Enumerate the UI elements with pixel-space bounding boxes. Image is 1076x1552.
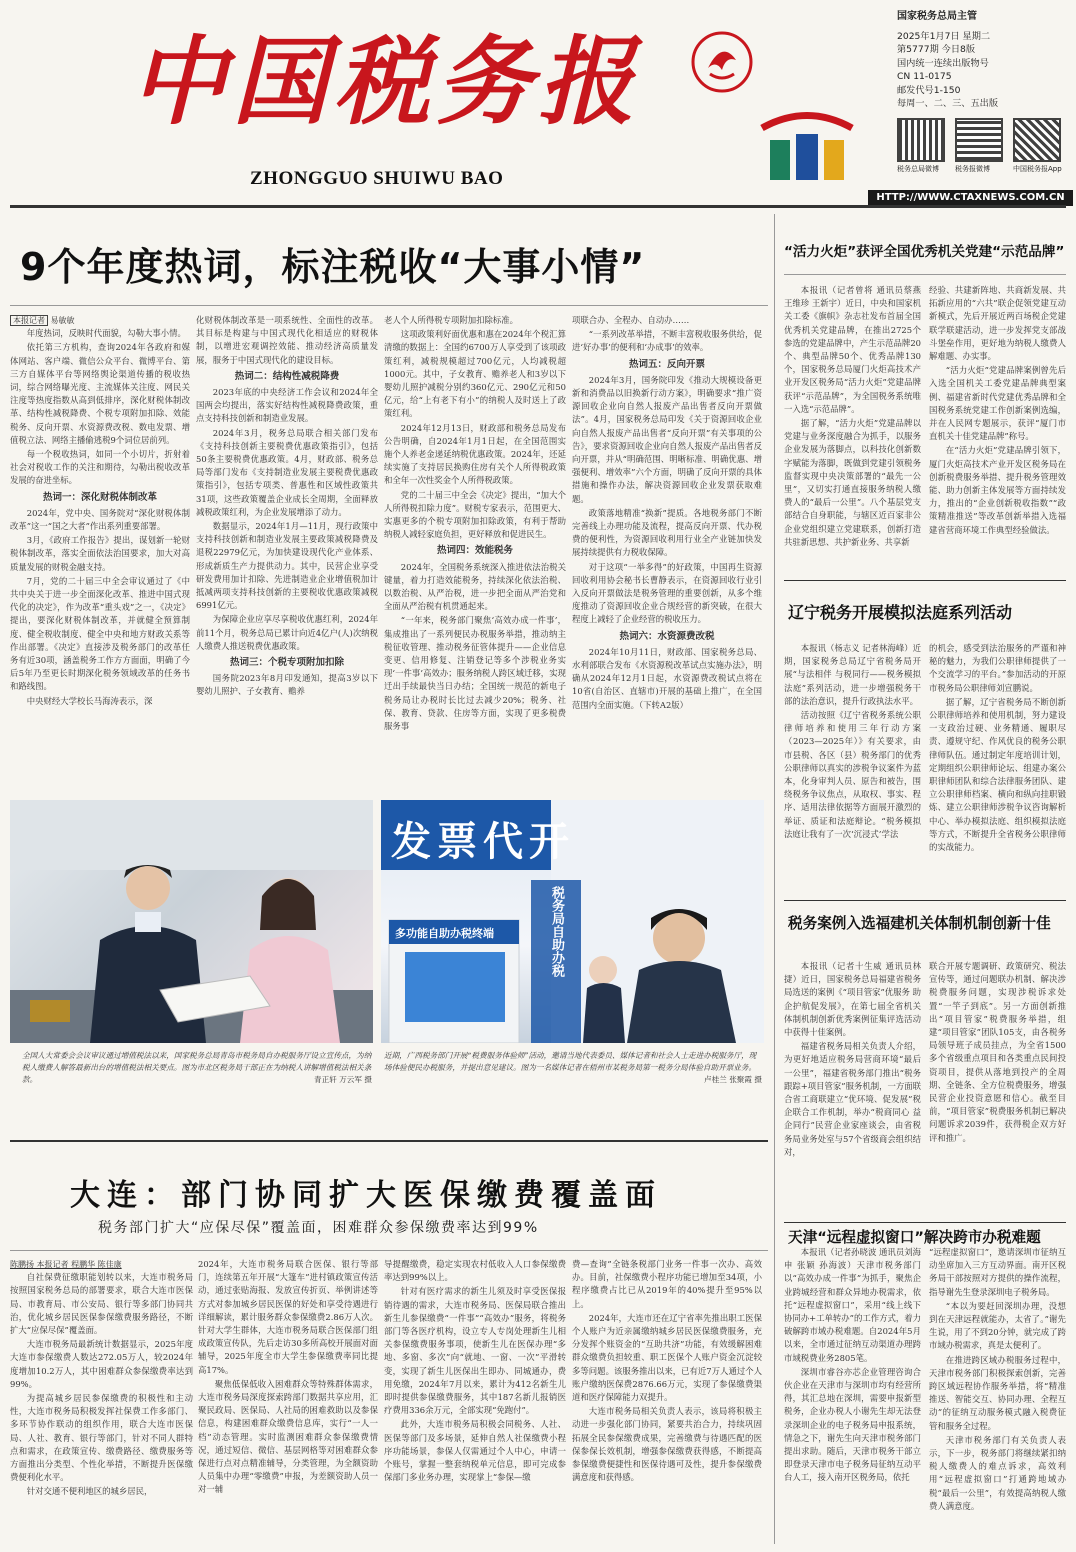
- side-article-4-title: 天津“远程虚拟窗口”解决跨市办税难题: [788, 1229, 1041, 1246]
- section-rule: [10, 1140, 768, 1142]
- issue-line: 第5777期 今日8版: [897, 44, 976, 55]
- side-rule: [784, 580, 1066, 581]
- lead-col-4: [572, 314, 762, 786]
- subheading: 热词四：效能税务: [436, 545, 513, 557]
- photo-right: [381, 800, 764, 1043]
- paragraph: “活力火炬”党建品牌案例曾先后入选全国机关工委党建品牌典型案例、福建省新时代党建优秀品牌和全国税务系统党建工作创新案例选编，并在人民网专题展示，获评“厦门市直机关十佳党建品牌”称号。: [929, 365, 1066, 442]
- frequency-line: 每周一、二、三、五出版: [897, 98, 999, 109]
- counter-text: 税务局自助办税: [549, 886, 564, 977]
- caption-text: 全国人大常委会会议审议通过增值税法以来，国家税务总局青岛市税务局自办税服务厅设立宣传点，为纳税人缴费人解答最新出台的增值税法相关要点。图为市北区税务局干部正在为纳税人讲解增值税法相关条款。: [22, 1051, 372, 1084]
- qr-codes: [897, 118, 1067, 174]
- paragraph: 据了解，“活力火炬”党建品牌以党建与业务深度融合为抓手，以服务企业发展为落脚点，以科技化创新数字赋能为落脚，既做到党建引领税务监督实现中央决策部署的“最先一公里”，又切实打通直接服务纳税人缴费人的“最后一公里”。八个基层党支部结合自身职能，与辖区近百家非公企业党组织建立党建联系，创新打造共驻新思想、共护新业务、共享新: [784, 418, 921, 547]
- paragraph: “本以为要赶回深圳办理，没想到在天津远程就能办，太省了。”谢先生说，用了不到20分钟，就完成了跨市域办税需求，真是太便利了。: [929, 1300, 1066, 1351]
- paragraph: “一年来，税务部门聚焦‘高效办成一件事’，集成推出了一系列便民办税服务举措，推动纳主税征收管理、推动税务征管体提升——企业信息变更、信用修复、注销登记等多个涉税业务实现‘一件事’高效办；服务纳税人跨区域迁移，实现迁出手续最快当日办结；全国统一规范的新电子税务局让办税时长比过去减少20%；税务、社保、教育、贷款、住房等方面，实现了更多税费服务事: [384, 615, 566, 732]
- second-byline: 陈鹏扬 本报记者 程鹏华 陈佳康: [10, 1260, 122, 1269]
- subheading: 热词二：结构性减税降费: [234, 370, 340, 382]
- paragraph: 2024年3月，国务院印发《推动大规模设备更新和消费品以旧换新行动方案》，明确要求“推广资源回收企业向自然人报废产品出售者反向开票做法”。4月，国家税务总局印发《关于资源回收企业向自然人报废产品出售者“反向开票”有关事项的公告》，要求资源回收企业向自然人报废产品出售者反向开票，并从“明确范围、明晰标准、明确优惠、增强便利、增效率”六个方面，明确了反向开票的具体措施和操作办法，解决资源回收企业发票获取难题。: [572, 374, 762, 504]
- column-divider: [774, 214, 775, 1544]
- paragraph: 2024年，党中央、国务院对“深化财税体制改革”这一“国之大者”作出系列重要部署。: [10, 507, 190, 532]
- paragraph: 在推进跨区域办税服务过程中，天津市税务部门积极探索创新，完善跨区域远程协作服务举措，将“精准推送、智能交互、协同办理、全程互动”的征纳互动服务模式融入税费征管和服务全过程。: [929, 1354, 1066, 1431]
- byline-tag: 本报记者: [10, 315, 48, 326]
- qr-code-icon[interactable]: [897, 118, 945, 162]
- kiosk-text: 多功能自助办税终端: [395, 927, 494, 940]
- subheading: 热词六：水资源费改税: [619, 630, 715, 642]
- lead-byline: [10, 314, 190, 327]
- photo-left-caption: [22, 1050, 372, 1128]
- side-4-col-1: [784, 1246, 921, 1546]
- sponsor-line: 国家税务总局主管: [897, 11, 977, 22]
- masthead-info: [897, 10, 1067, 111]
- cn-number: CN 11-0175: [897, 71, 952, 82]
- paragraph: 据了解，辽宁省税务局不断创新公职律师培养和使用机制，努力建设一支政治过硬、业务精通、履职尽责、遵规守纪、作风优良的税务公职律师队伍。通过制定年度培训计划，定期组织公职律师论坛、组建办案公职律师团队和综合法律服务团队、建立公职律师档案、横向和纵向挂职锻炼、建立公职律师涉税争议咨询解析中心、举办模拟法庭、组织模拟法庭等方式，不断提升全省税务公职律师的实战能力。: [929, 696, 1066, 853]
- photo-left: [10, 800, 373, 1043]
- paragraph: 本报讯（记者曾将 通讯员蔡燕 王维珍 王新宇）近日，中央和国家机关工委《旗帜》杂志社发布首届全国优秀机关党建品牌，在推出2725个参选的党建品牌中，产生示范品牌20个、典型品牌50个、优秀品牌130个，国家税务总局厦门火炬高技术产业开发区税务局“活力火炬”党建品牌获评“示范品牌”，为全国税务系统唯一入选“示范品牌”。: [784, 285, 921, 414]
- qr-label: 中国税务报App: [1013, 165, 1062, 173]
- paragraph: 政策落地精准“换新”提质。各地税务部门不断完善线上办理功能及流程，提高反向开票、代办税费的便利性，为资源回收利用行业全产业链加快发展持续提供有力税收保障。: [572, 507, 762, 558]
- lead-col-3: [384, 314, 566, 786]
- second-col-3: [384, 1258, 566, 1546]
- side-article-1-title: “活力火炬”获评全国优秀机关党建“示范品牌”: [784, 244, 1065, 260]
- photo-right-caption: [384, 1050, 762, 1128]
- lead-col-1: [10, 314, 190, 786]
- side-article-2-title: 辽宁税务开展模拟法庭系列活动: [788, 603, 1013, 622]
- masthead-pinyin: ZHONGGUO SHUIWU BAO: [250, 168, 504, 189]
- paragraph: 数据显示，2024年1月—11月，现行政策中支持科技创新和制造业发展主要政策减税降费及退税22979亿元，为加快建设现代化产业体系、形成新质生产力提供动力。其中，民营企业享受研发费用加计扣除、先进制造业企业增值税加计抵减两项支持科技创新的主要税收优惠政策减税6991亿元。: [196, 521, 378, 611]
- paragraph: 中央财经大学校长马海涛表示，深: [26, 695, 153, 706]
- qr-code-icon[interactable]: [1013, 118, 1061, 162]
- paragraph: 的机会，感受到法治服务的严谨和神秘的魅力，为我们公职律师提供了一个交流学习的平台。”参加活动的开原市税务局公职律师刘宣鹏说。: [929, 643, 1066, 693]
- paragraph: 国务院2023年8月印发通知，提高3岁以下婴幼儿照护、子女教育、赡养: [196, 673, 378, 697]
- second-headline: 大连：部门协同扩大医保缴费覆盖面: [70, 1178, 662, 1213]
- paragraph: 费—查询”全链条税部门业务一件事一次办、高效办。目前，社保缴费小程序功能已增加至34项，小程序缴费占比已从2019年的40%提升至95%以上。: [572, 1259, 762, 1309]
- lead-divider: [10, 305, 768, 306]
- caption-text: 近期，广西税务部门开展“税费服务体验师”活动，邀请当地代表委员、媒体记者和社会人士走进办税服务厅，现场体验便民办税服务，并提出意见建议。图为一名媒体记者在梧州市某税务局第一税务分局体验自助开票业务。: [384, 1051, 757, 1072]
- paragraph: 在“活力火炬”党建品牌引领下，厦门火炬高技术产业开发区税务局在创新税费服务举措、提升税务管理效能、助力创新主体发展等方面持续发力，推出的“企业创新税收指数”“政策精准推送”等改革创新举措入选福建省营商环境工作典型经验做法。: [929, 445, 1066, 535]
- cn-label: 国内统一连续出版物号: [897, 57, 989, 69]
- qr-label: 税务总局微博: [897, 165, 939, 173]
- side-3-col-1: [784, 960, 921, 1218]
- side-3-col-2: [929, 960, 1066, 1218]
- side-divider: [784, 274, 1066, 275]
- paragraph: 依托第三方机构，查询2024年各政府和媒体网站、客户端、微信公众平台、微博平台、第三方自媒体平台等网络舆论渠道传播的税收热词，综合网络曝光度、主流媒体关注度、网民关注度等热度指数从高到低排序，深化财税体制改革、结构性减税降费、个税专项附加扣除、效能税务、反向开票、水资源费改税、数电发票、增值税立法、网络主播偷逃税9个词位居前列。: [10, 342, 190, 445]
- paragraph: 活动按照《辽宁省税务系统公职律师培养和使用三年行动方案（2023—2025年）》有关要求，由市县税、各区（县）税务部门的优秀公职律师以真实的涉税争议案件为蓝本，化身审判人员、原告和被告，围绕税务争议焦点，从取权、事实、程序、适用法律依据等方面展开激烈的举证、质证和法庭辩论。“税务模拟法庭让我有了一次‘沉浸式’学法: [784, 710, 921, 839]
- side-2-col-1: [784, 642, 921, 898]
- paragraph: 本报讯（记者十生威 通讯员林捷）近日，国家税务总局福建省税务局选送的案例《“项目管家”优服务 助企护航促发展》，在第七届全省机关体制机制创新优秀案例征集评选活动中获得十佳案例。: [784, 961, 921, 1038]
- masthead: [0, 0, 1076, 205]
- second-divider: [10, 1250, 768, 1251]
- paragraph: 年度热词，反映时代面貌，勾勒大事小情。: [26, 328, 186, 339]
- paragraph: 深圳市睿谷亦芯企业管理咨询合伙企业在天津市与深圳市均有经营所得，其汇总地在深圳，需要申报新型税务，企业办税人小谢先生却无法登录深圳企业的电子税务局申报系统，情急之下，谢先生向天津市税务部门提出求助。随后，天津市税务干部立即登录天津市电子税务局征纳互动平台人工，接入南开区税务局，依托: [784, 1366, 921, 1483]
- side-article-3-title: 税务案例入选福建机关体制机制创新十佳: [788, 915, 1051, 932]
- paragraph: 为保障企业应享尽享税收优惠红利，2024年前11个月，税务总局已累计向近4亿户(人)次纳税人缴费人推送税费优惠政策。: [196, 614, 378, 651]
- qr-label: 税务报微博: [955, 165, 990, 173]
- paragraph: 每一个税收热词，如同一个小切片，折射着社会对税收工作的关注和期待，勾勒出税收改革发展的奋进坐标。: [10, 449, 190, 486]
- paragraph: “远程虚拟窗口”，邀请深圳市征纳互动坐席加入三方互动界面。南开区税务局干部按照对方提供的操作流程，指导谢先生登录深圳电子税务局。: [929, 1247, 1066, 1297]
- paragraph: 针对交通不便利地区的城乡居民，: [26, 1486, 153, 1497]
- paragraph: 为提高城乡居民参保缴费的积极性和主动性，大连市税务局积极发挥社保费工作多部门、多环节协作联动的组织作用，联合大连市医保局、人社、教育、银行等部门，针对不同人群特点和需求，在政策宣传、缴费路径、缴费服务等方面推出分类型、个性化举措，不断提升医保缴费便利化水平。: [10, 1393, 193, 1483]
- paragraph: 2024年12月13日，财政部和税务总局发布公告明确，自2024年1月1日起，在全国范围实施个人养老金递延纳税优惠政策。2024年，还延续实施了支持居民换购住房有关个人所得税政策和全年一次性奖金个人所得税政策。: [384, 422, 566, 486]
- paragraph: 天津市税务部门有关负责人表示，下一步，税务部门将继续紧扣纳税人缴费人的难点诉求，高效利用“远程虚拟窗口”打通跨地域办税“最后一公里”，有效提高纳税人缴费人满意度。: [929, 1434, 1066, 1511]
- paragraph: 导提醒缴费，稳定实现农村低收入人口参保缴费率达到99%以上。: [384, 1259, 566, 1283]
- paragraph: 大连市税务局最新统计数据显示，2025年度大连市参保缴费人数达272.05万人，较2024年度增加10.2万人，其中困难群众参保缴费率达到99%。: [10, 1339, 193, 1389]
- photo-credit: 卢桂兰 张聚霞 摄: [704, 1075, 762, 1084]
- paragraph: 针对有医疗需求的新生儿须及时享受医保报销待遇的需求，大连市税务局、医保局联合推出新生儿参保缴费“一件事”“高效办”服务，将税务部门等各医疗机构，设立专人专岗处理新生儿相关参保缴费服务事项，使新生儿在医保办理“多地、多窗、多次”向“就地、一窗、一次”平滑转变，实现了新生儿医保出生即办、同城通办，费用免缴，2024年7月以来，累计为412名新生儿即时提供参保缴费服务，其中187名新儿报销医疗费用336余万元，全部实现“免跑付”。: [384, 1286, 566, 1416]
- paragraph: 大连市税务局相关负责人表示，该局将积极主动进一步强化部门协同，紧要共治合力，持续巩固拓展全民参保缴费成果，完善缴费与待遇匹配的医保参保长效机制，增强参保缴费获得感，不断提高参保缴费便捷性和医保待遇可及性，提升参保缴费满意度和获得感。: [572, 1406, 762, 1483]
- postal-code: 邮发代号1-150: [897, 84, 961, 96]
- website-bar[interactable]: [868, 190, 1073, 206]
- side-rule: [784, 1222, 1066, 1223]
- paragraph: 化财税体制改革是一项系统性、全面性的改革。其目标是构建与中国式现代化相适应的财税体制，以增进宏观调控效能、推动经济高质量发展，服务于中国式现代化的建设目标。: [196, 315, 378, 365]
- lead-headline: 9个年度热词，标注税收“大事小情”: [20, 245, 646, 289]
- subheading: 热词一：深化财税体制改革: [42, 491, 157, 503]
- side-1-col-1: [784, 284, 921, 572]
- subheading: 热词三：个税专项附加扣除: [229, 657, 344, 669]
- side-1-col-2: [929, 284, 1066, 572]
- qr-code-icon[interactable]: [955, 118, 1003, 162]
- photo-credit: 青正轩 万云军 摄: [314, 1075, 372, 1084]
- paragraph: 2024年，全国税务系统深入推进依法治税关键量，着力打造效能税务，持续深化依法治税、以数治税、从严治税，进一步把全面从严治党和全面从严治税有机贯通起来。: [384, 561, 566, 612]
- paragraph: 此外，大连市税务局积极会同税务、人社、医保等部门及多场景，延伸自然人社保缴费小程序功能场景，参保人仅需通过个人中心，申请一个账号，掌握一整套纳税单元信息，即可完成参保部门多业务办理，实现掌上“参保—缴: [384, 1419, 566, 1483]
- paragraph: 2023年底的中央经济工作会议和2024年全国两会均提出，落实好结构性减税降费政策，重点支持科技创新和制造业发展。: [196, 387, 378, 424]
- masthead-rule: [10, 205, 1066, 208]
- paragraph: 本报讯（杨志义 记者林海峰）近期，国家税务总局辽宁省税务局开展“与法相伴 与税同行——税务模拟法庭”系列活动，进一步增强税务干部的法治意识，提升行政执法水平。: [784, 643, 921, 706]
- paragraph: 这项政策利好面优惠和惠在2024年个税汇算清缴的数据上：全国约6700万人享受到了该项政策红利，减税规模超过700亿元，人均减税超1000元。其中，子女教育、赡养老人和3岁以下婴幼儿照护减税分别约360亿元、290亿元和50亿元，给“上有老下有小”的纳税人及时送上了政策红利。: [384, 329, 566, 419]
- sign-text: 发票代开: [391, 819, 575, 865]
- second-col-1: [10, 1258, 193, 1546]
- byline-name: 易敏敏: [50, 316, 75, 325]
- paragraph: 福建省税务局相关负责人介绍，为更好地适应税务局营商环境“最后一公里”，福建省税务部门推出“税务跟踪+项目管家”服务机制，一方面联合省工商联建立“优环境、促发展”税企联合工作机制，举办“税商同心 益企同行”民营企业家座谈会，由省税务局业务处室与57个省级商会组织结对，: [784, 1041, 921, 1157]
- subheading: 热词五：反向开票: [628, 358, 705, 370]
- side-2-col-2: [929, 642, 1066, 898]
- paragraph: 2024年，大连市税务局联合医保、银行等部门，连续第五年开展“大篷车”进村镇政策宣传活动，通过张贴海报、发放宣传折页、举例讲述等方式对参加城乡居民医保的好处和享受待遇进行详细解读，累计服务群众参保缴费2.86万人次。针对大学生群体，大连市税务局联合医保部门组成政策宣传队，先后走访30多所高校开展面对面辅导，2025年度全市大学生参保缴费率同比提高17%。: [198, 1259, 378, 1375]
- newspaper-logo: [690, 30, 754, 94]
- second-col-4: [572, 1258, 762, 1546]
- paragraph: 经验、共建新阵地、共商新发展、共拓新应用的“六共”联企促领党建互动新模式，先后开展近两百场税企党建联学联建活动，进一步发挥党支部战斗堡垒作用，更好地为纳税人缴费人解难题、办实事。: [929, 285, 1066, 362]
- paragraph: 2024年10月11日，财政部、国家税务总局、水利部联合发布《水资源税改革试点实施办法》，明确从2024年12月1日起，水资源费改税试点将在10省(自治区、直辖市)开展的基础上推广，在全国范围内全面实施。（下转A2版）: [572, 646, 762, 710]
- paragraph: 老人个人所得税专项附加扣除标准。: [384, 315, 518, 325]
- side-4-col-2: [929, 1246, 1066, 1546]
- paragraph: 2024年，大连市还在辽宁省率先推出职工医保个人账户为近亲属缴纳城乡居民医保缴费服务，充分发挥个账资金的“互助共济”功能，有效缓解困难群众缴费负担较重、职工医保个人账户资金沉淀较多等问题。该服务推出以来，已有近7万人通过个人账户缴纳医保费2876.66万元，实现了参保缴费渠道和医疗保障能力双提升。: [572, 1312, 762, 1403]
- paragraph: 聚焦低保低收入困难群众等特殊群体需求，大连市税务局深度探索跨部门数据共享应用，汇聚民政局、医保局、人社局的困难救助以及参保信息，构建困难群众缴费信息库，实行“一人一档”动态管理。实时监测困难群众参保缴费情况，通过短信、微信、基层网格等对困难群众参保进行点对点精准辅导，分类管理，为全额资助人员集中办理“零缴费”申报，为差额资助人员一对一辅: [198, 1378, 378, 1495]
- date-line: 2025年1月7日 星期二: [897, 30, 991, 42]
- side-rule: [784, 900, 1066, 901]
- paragraph: 党的二十届三中全会《决定》提出，“加大个人所得税扣除力度”。财税专家表示，范围更大、实惠更多的个税专项附加扣除政策，有利于帮助纳税人减轻家庭负担，更好释放和促进民生。: [384, 489, 566, 540]
- paragraph: 本报讯（记者孙晓波 通讯员刘海申 张颖 孙海波）天津市税务部门以“高效办成一件事”为抓手，聚焦企业跨城经营和群众异地办税需求，依托“远程虚拟窗口”，采用“线上线下协同办+工单转办”的工作方式，着力破解跨市域办税难题。自2024年5月以来，全市通过征纳互动渠道办理跨市域税费业务2805笔。: [784, 1247, 921, 1363]
- tax-emblem-icon: [752, 108, 862, 190]
- paragraph: 2024年3月，税务总局联合相关部门发布《支持科技创新主要税费优惠政策指引》，包括50条主要税费优惠政策。4月，财政部、税务总局等部门发布《支持制造业发展主要税费优惠政策指引》，包括专项类、普惠性和区域性政策共31项，这些政策覆盖企业成长全周期，全面释放减税政策红利，为企业发展增添了动力。: [196, 427, 378, 517]
- paragraph: 7月，党的二十届三中全会审议通过了《中共中央关于进一步全面深化改革、推进中国式现代化的决定》，作为改革“重头戏”之一，《决定》提出，要深化财税体制改革，并就健全预算制度、健全税收制度、健全中央和地方财政关系等作出部署。《决定》直接涉及税务部门的改革任务有近30项，涵盖税务工作方方面面，明确了今后5年乃至更长时期深化税务领域改革的任务书和路线图。: [10, 575, 190, 692]
- second-subhead: 税务部门扩大“应保尽保”覆盖面，困难群众参保缴费率达到99%: [98, 1220, 539, 1236]
- paragraph: 项联合办、全程办、自动办……: [572, 315, 690, 325]
- second-col-2: [198, 1258, 378, 1546]
- lead-col-2: [196, 314, 378, 786]
- masthead-title: 中国税务报: [130, 25, 640, 138]
- paragraph: “一系列改革举措，不断丰富税收服务供给，促进‘好办事’的便利和‘办成事’的效率。: [572, 329, 762, 353]
- paragraph: 对于这项“一举多得”的好政策，中国再生资源回收利用协会秘书长曹静表示，在资源回收行业引入反向开票做法是税务管理的重要创新，从多个维度推动了资源回收企业合规经营的新突破，在很大程度上减轻了企业经营的税收压力。: [572, 561, 762, 625]
- paragraph: 联合开展专题调研、政策研究、税法宣传等，通过问题联办机制、解决涉税费服务问题，实现涉税诉求处置“一竿子到底”。另一方面创新推出“项目管家”税费服务举措，组建“项目管家”团队105支，由各税务局领导班子成员挂点，为全省1500多个省级重点项目和各类重点民间投资项目，提供从落地到投产的全周期、全链条、全方位税费服务，增强民营企业投资意愿和信心。截至目前，“项目管家”税费服务机制已解决问题诉求2039件，获得税企双方好评和推广。: [929, 961, 1066, 1143]
- paragraph: 自社保费征缴职能划转以来，大连市税务局按照国家税务总局的部署要求，联合大连市医保局、市教育局、市公安局、银行等多部门协同共治，优化城乡居民医保参保缴费服务路径，不断扩大“应保尽保”覆盖面。: [10, 1272, 193, 1336]
- paragraph: 3月，《政府工作报告》提出，谋划新一轮财税体制改革，落实全面依法治国要求，加大对高质量发展的财税金融支持。: [10, 535, 190, 572]
- website-url: HTTP://WWW.CTAXNEWS.COM.CN: [876, 192, 1065, 203]
